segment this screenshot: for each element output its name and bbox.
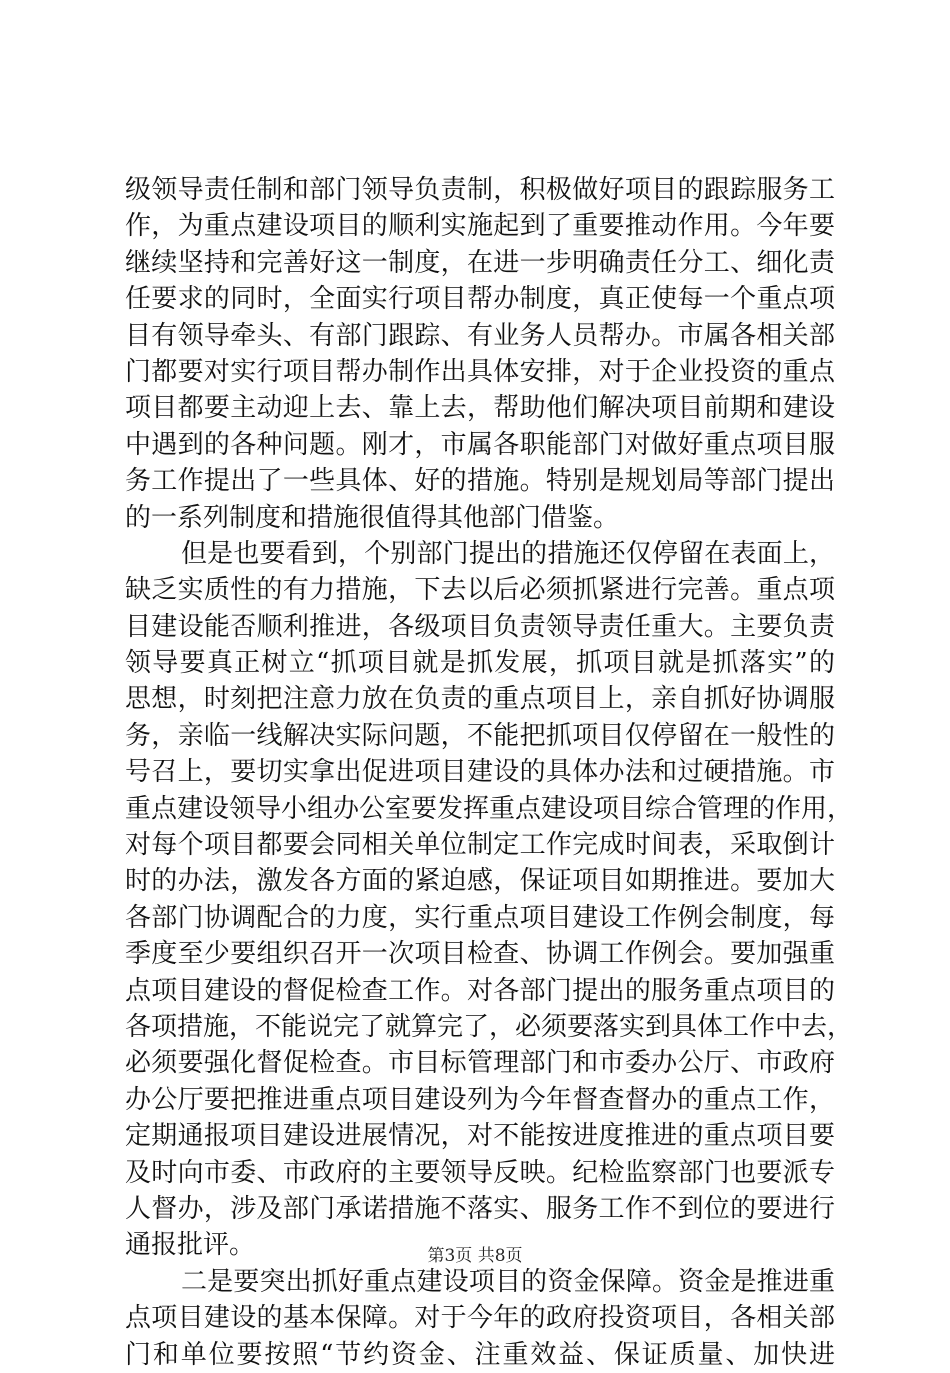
text-line: 缺乏实质性的有力措施，下去以后必须抓紧进行完善。重点项 xyxy=(125,575,835,606)
text-line: 季度至少要组织召开一次项目检查、协调工作例会。要加强重 xyxy=(125,939,835,970)
text-line: 办公厅要把推进重点项目建设列为今年督查督办的重点工作， xyxy=(125,1084,835,1115)
text-line: 点项目建设的督促检查工作。对各部门提出的服务重点项目的 xyxy=(125,975,835,1006)
text-line: 重点建设领导小组办公室要发挥重点建设项目综合管理的作用， xyxy=(125,793,854,824)
text-line: 号召上，要切实拿出促进项目建设的具体办法和过硬措施。市 xyxy=(125,757,835,788)
paragraph-start-line: 二是要突出抓好重点建设项目的资金保障。资金是推进重 xyxy=(181,1266,835,1297)
text-line: 思想，时刻把注意力放在负责的重点项目上，亲自抓好协调服 xyxy=(125,684,835,715)
text-line: 点项目建设的基本保障。对于今年的政府投资项目，各相关部 xyxy=(125,1303,835,1334)
text-line: 人督办，涉及部门承诺措施不落实、服务工作不到位的要进行 xyxy=(125,1193,835,1224)
text-line: 通报批评。 xyxy=(125,1230,256,1261)
text-line: 必须要强化督促检查。市目标管理部门和市委办公厅、市政府 xyxy=(125,1048,835,1079)
text-line: 门都要对实行项目帮办制作出具体安排，对于企业投资的重点 xyxy=(125,356,835,387)
page-number-footer: 第3页 共8页 xyxy=(427,1246,523,1266)
paragraph-start-line: 但是也要看到，个别部门提出的措施还仅停留在表面上， xyxy=(181,538,835,569)
text-line: 继续坚持和完善好这一制度，在进一步明确责任分工、细化责 xyxy=(125,247,835,278)
text-line: 务，亲临一线解决实际问题，不能把抓项目仅停留在一般性的 xyxy=(125,720,835,751)
text-line: 作，为重点建设项目的顺利实施起到了重要推动作用。今年要 xyxy=(125,211,835,242)
text-line: 对每个项目都要会同相关单位制定工作完成时间表，采取倒计 xyxy=(125,830,835,861)
text-line: 中遇到的各种问题。刚才，市属各职能部门对做好重点项目服 xyxy=(125,429,835,460)
text-line: 任要求的同时，全面实行项目帮办制度，真正使每一个重点项 xyxy=(125,284,835,315)
text-line: 领导要真正树立“抓项目就是抓发展，抓项目就是抓落实”的 xyxy=(125,648,835,679)
text-line: 门和单位要按照“节约资金、注重效益、保证质量、加快进 xyxy=(125,1339,835,1370)
text-line: 目有领导牵头、有部门跟踪、有业务人员帮办。市属各相关部 xyxy=(125,320,835,351)
text-line: 时的办法，激发各方面的紧迫感，保证项目如期推进。要加大 xyxy=(125,866,835,897)
text-line: 各项措施，不能说完了就算完了，必须要落实到具体工作中去， xyxy=(125,1011,854,1042)
text-line: 项目都要主动迎上去、靠上去，帮助他们解决项目前期和建设 xyxy=(125,393,835,424)
text-line: 定期通报项目建设进展情况，对不能按进度推进的重点项目要 xyxy=(125,1121,835,1152)
text-line: 目建设能否顺利推进，各级项目负责领导责任重大。主要负责 xyxy=(125,611,835,642)
text-line: 各部门协调配合的力度，实行重点项目建设工作例会制度，每 xyxy=(125,902,835,933)
document-body xyxy=(125,172,854,1373)
text-line: 及时向市委、市政府的主要领导反映。纪检监察部门也要派专 xyxy=(125,1157,835,1188)
text-line: 级领导责任制和部门领导负责制，积极做好项目的跟踪服务工 xyxy=(125,175,835,205)
text-line: 的一系列制度和措施很值得其他部门借鉴。 xyxy=(125,502,620,533)
text-line: 务工作提出了一些具体、好的措施。特别是规划局等部门提出 xyxy=(125,466,835,497)
